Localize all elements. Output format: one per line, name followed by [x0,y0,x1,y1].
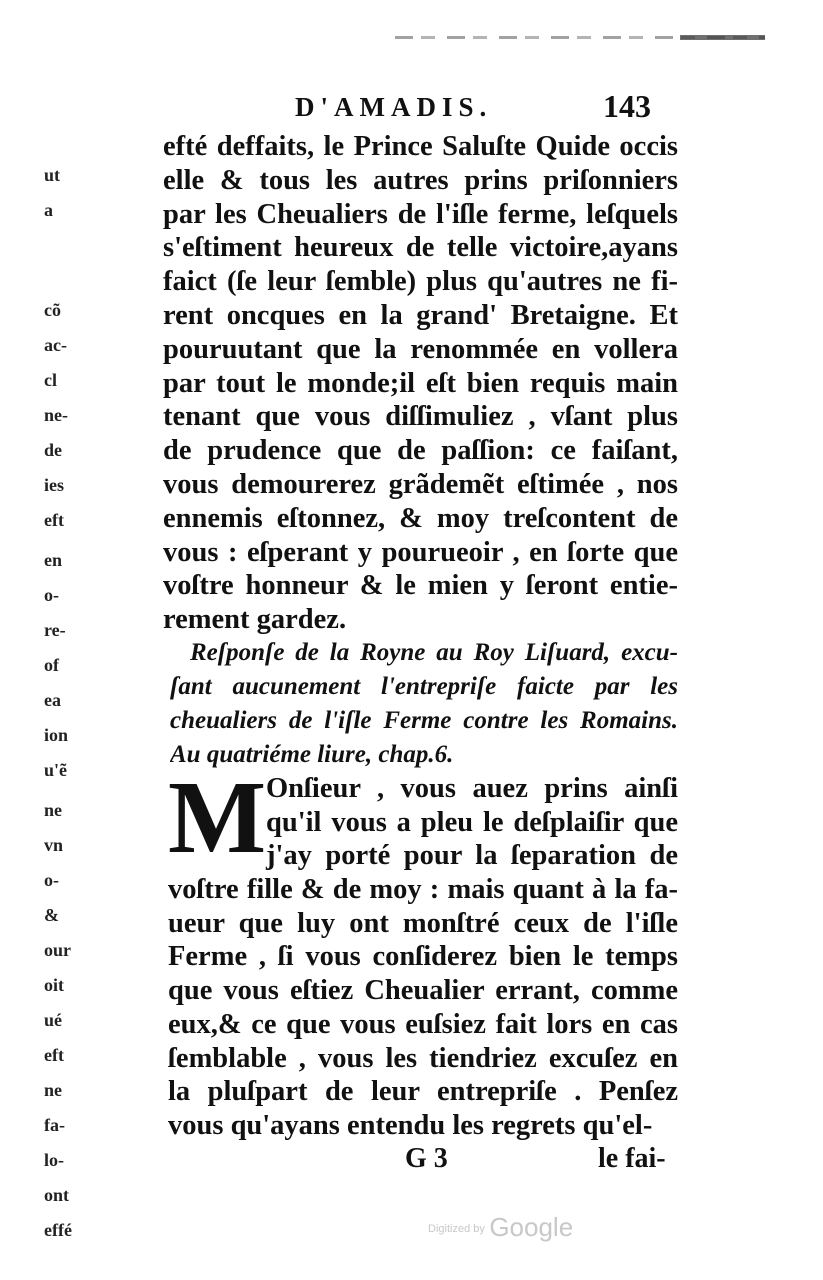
text-line: faict (ſe leur ſemble) plus qu'autres ne fi- [163,266,678,298]
margin-fragment: & [44,905,59,925]
catchword: le fai- [598,1143,666,1174]
margin-fragment: our [44,940,71,960]
watermark-brand: Google [489,1212,574,1242]
margin-fragment: en [44,550,62,570]
text-line: la pluſpart de leur entrepriſe . Penſez [168,1076,678,1108]
text-line: voſtre fille & de moy : mais quant à la fa- [168,874,678,906]
running-title: D'AMADIS. [295,92,493,122]
heading-line: cheualiers de l'iſle Ferme contre les Romains. [170,707,678,734]
margin-fragment: effé [44,1220,72,1240]
margin-fragment: ies [44,475,64,495]
heading-line: ſant aucunement l'entrepriſe faicte par les [170,673,678,700]
text-line: vous qu'ayans entendu les regrets qu'el- [168,1109,653,1141]
text-line: rement gardez. [163,604,347,636]
margin-fragment: ne [44,1080,62,1100]
text-line: ueur que luy ont monſtré ceux de l'iſle [168,907,678,939]
margin-fragment: ué [44,1010,62,1030]
section-heading [170,636,678,772]
margin-fragment: u'ẽ [44,760,68,780]
text-line: pouruutant que la renommée en vollera [163,333,678,365]
margin-fragment: ne- [44,405,68,425]
margin-fragment: of [44,655,59,675]
margin-fragment: eft [44,510,64,530]
text-line: Onſieur , vous auez prins ainſi [266,773,678,804]
heading-line: Reſponſe de la Royne au Roy Liſuard, excu- [190,639,678,666]
text-line: que vous eſtiez Cheualier errant, comme [168,975,678,1007]
margin-fragment: cõ [44,300,61,320]
margin-fragment: fa- [44,1115,65,1135]
text-line: qu'il vous a pleu le deſplaiſir que [266,806,678,838]
margin-fragment: vn [44,835,64,855]
body-text [163,130,678,637]
text-line: de prudence que de paſſion: ce faiſant, [163,435,678,467]
page-number: 143 [603,88,651,124]
signature-mark: G 3 [405,1143,448,1174]
margin-fragment: a [44,200,53,220]
reply-text [168,760,678,1143]
margin-fragment: eft [44,1045,64,1065]
margin-fragment: de [44,440,62,460]
text-line: j'ay porté pour la ſeparation de [266,840,678,872]
margin-fragment: cl [44,370,57,390]
text-line: s'eſtiment heureux de telle victoire,ayans [163,232,678,264]
watermark-prefix: Digitized by [428,1223,485,1235]
margin-fragment: ion [44,725,69,745]
text-line: vous : eſperant y pourueoir , en ſorte que [163,536,678,568]
top-edge-rule-thick [680,35,765,40]
text-line: voſtre honneur & le mien y ſeront entie- [163,570,678,602]
margin-fragment: ne [44,800,62,820]
margin-fragment: o- [44,870,59,890]
text-line: eux,& ce que vous euſsiez fait lors en cas [168,1008,678,1040]
margin-fragment: o- [44,585,59,605]
heading-line: Au quatriéme liure, chap.6. [170,741,454,768]
text-line: ſemblable , vous les tiendriez excuſez en [168,1042,678,1074]
text-line: Ferme , ſi vous conſiderez bien le temps [168,941,678,973]
margin-fragment: re- [44,620,66,640]
margin-fragment: ac- [44,335,67,355]
margin-fragment: ut [44,165,61,185]
margin-fragment: oit [44,975,64,995]
text-line: elle & tous les autres prins priſonniers [163,164,678,196]
text-line: tenant que vous diſſimuliez , vſant plus [163,401,678,433]
text-line: vous demourerez grãdemẽt eſtimée , nos [163,468,678,500]
text-line: ennemis eſtonnez, & moy treſcontent de [163,502,678,534]
digitization-watermark [428,1212,573,1243]
text-line: efté deffaits, le Prince Saluſte Quide occis [163,131,678,162]
text-line: rent oncques en la grand' Bretaigne. Et [163,299,678,331]
text-line: par les Cheualiers de l'iſle ferme, leſquels [163,198,678,230]
text-line: par tout le monde;il eſt bien requis main [163,367,678,399]
margin-fragment: ont [44,1185,70,1205]
margin-fragment: lo- [44,1150,64,1170]
drop-cap: M [168,760,267,875]
margin-fragment: ea [44,690,61,710]
